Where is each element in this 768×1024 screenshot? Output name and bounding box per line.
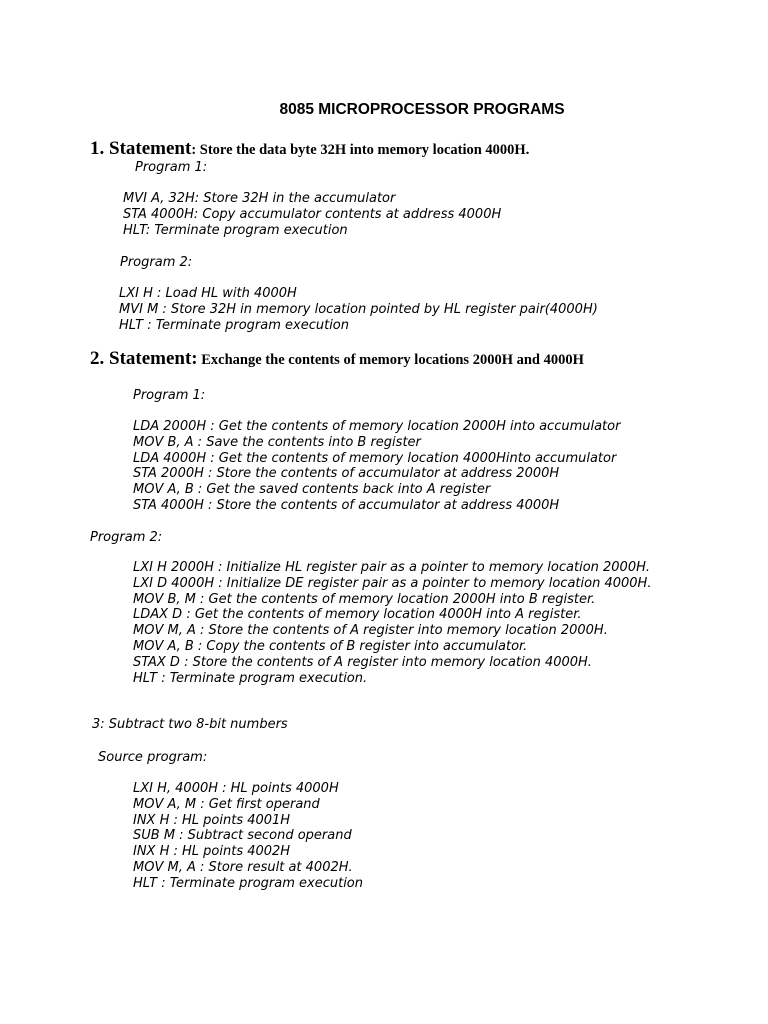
code-line: STA 2000H : Store the contents of accumulator at address 2000H [133, 466, 560, 482]
s2-program-1-code [133, 419, 620, 514]
code-line: MOV B, A : Save the contents into B register [133, 434, 421, 450]
code-line: INX H : HL points 4001H [133, 812, 291, 828]
s1-program-1-code [123, 191, 501, 238]
statement-1-number: 1. Statement [90, 138, 192, 159]
code-line: STA 4000H : Store the contents of accumulator at address 4000H [133, 497, 560, 513]
s2-program-2-code [133, 560, 651, 686]
section-3-heading: 3: Subtract two 8-bit numbers [92, 717, 288, 732]
code-line: INX H : HL points 4002H [133, 844, 291, 860]
statement-1-text: : Store the data byte 32H into memory location 4000H. [191, 142, 530, 158]
code-line: LXI H, 4000H : HL points 4000H [133, 781, 339, 796]
page-title: 8085 MICROPROCESSOR PROGRAMS [279, 101, 565, 118]
statement-2-number: 2. Statement: [90, 348, 198, 369]
statement-2 [90, 348, 584, 370]
s2-program-2-label: Program 2: [90, 530, 163, 545]
code-line: LXI D 4000H : Initialize DE register pair as a pointer to memory location 4000H. [133, 575, 652, 591]
code-line: HLT : Terminate program execution [119, 317, 349, 333]
code-line: MVI A, 32H: Store 32H in the accumulator [123, 191, 396, 206]
code-line: LDA 2000H : Get the contents of memory location 2000H into accumulator [133, 419, 621, 434]
code-line: MOV M, A : Store result at 4002H. [133, 859, 353, 875]
s1-program-1-label: Program 1: [135, 160, 208, 175]
code-line: MOV B, M : Get the contents of memory location 2000H into B register. [133, 591, 596, 607]
statement-1 [90, 138, 529, 160]
s1-program-2-label: Program 2: [120, 255, 193, 270]
code-line: MVI M : Store 32H in memory location pointed by HL register pair(4000H) [119, 301, 598, 317]
code-line: SUB M : Subtract second operand [133, 828, 352, 844]
code-line: MOV A, B : Get the saved contents back into A register [133, 482, 491, 498]
source-program-label: Source program: [98, 750, 208, 765]
s3-source-code [133, 781, 363, 892]
code-line: STAX D : Store the contents of A register into memory location 4000H. [133, 654, 592, 670]
code-line: HLT: Terminate program execution [123, 222, 348, 238]
code-line: LXI H : Load HL with 4000H [119, 286, 297, 301]
s1-program-2-code [119, 286, 598, 333]
code-line: LXI H 2000H : Initialize HL register pair as a pointer to memory location 2000H. [133, 560, 651, 575]
s2-program-1-label: Program 1: [133, 388, 206, 403]
code-line: HLT : Terminate program execution. [133, 670, 368, 686]
code-line: MOV M, A : Store the contents of A register into memory location 2000H. [133, 623, 608, 639]
code-line: MOV A, M : Get first operand [133, 796, 320, 812]
code-line: MOV A, B : Copy the contents of B register into accumulator. [133, 638, 528, 654]
code-line: LDA 4000H : Get the contents of memory location 4000Hinto accumulator [133, 450, 617, 466]
statement-2-text: Exchange the contents of memory locations 2000H and 4000H [197, 352, 584, 368]
code-line: STA 4000H: Copy accumulator contents at address 4000H [123, 206, 502, 222]
code-line: HLT : Terminate program execution [133, 875, 363, 891]
code-line: LDAX D : Get the contents of memory location 4000H into A register. [133, 607, 582, 623]
